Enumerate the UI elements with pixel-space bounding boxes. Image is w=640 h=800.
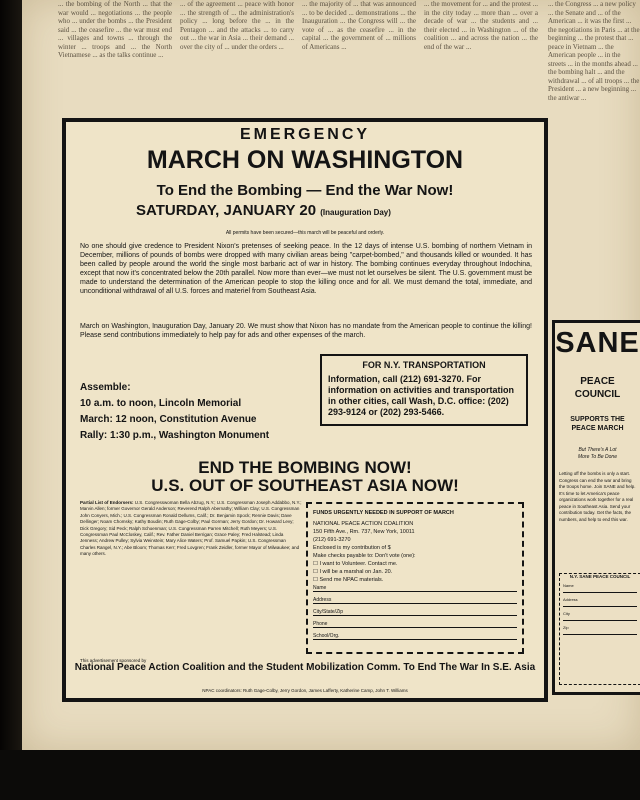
coupon-field-school: School/Org. — [313, 632, 517, 640]
schedule-line: March: 12 noon, Constitution Avenue — [80, 414, 257, 425]
ad-paragraph-2: March on Washington, Inauguration Day, January 20. We must show that Nixon has no mandate from the American people to continue the killing! Please send contributions immediately to help pay for ads and other expenses of the march. — [80, 323, 532, 339]
news-column-right: ... the Congress ... a new policy ... the Senate and ... of the American ... it was the first ... the negotiations in Paris ... at the beginning ... the protest that ... peace in Vietnam ... the American people ... in the streets ... in the months ahead ... the bombing halt ... and the withdrawal ... of all troops ... the President ... a new beginning ... the antiwar ... — [548, 0, 640, 102]
coupon-field-city: City/State/Zip — [313, 608, 517, 616]
coupon-address: 150 Fifth Ave., Rm. 737, New York, 10011 — [313, 529, 415, 535]
sane-title: SANE — [555, 327, 640, 359]
sane-coupon — [559, 573, 640, 685]
transportation-box — [320, 354, 528, 426]
march-advertisement — [62, 118, 548, 702]
sane-supports-line: SUPPORTS THE — [570, 416, 625, 423]
sane-tagline-line: More To Be Done — [577, 454, 617, 460]
coupon-field-phone: Phone — [313, 620, 517, 628]
schedule-line: Rally: 1:30 p.m., Washington Monument — [80, 430, 270, 441]
slogan-end-bombing: END THE BOMBING NOW! — [198, 458, 412, 477]
ad-paragraph-1: No one should give credence to President Nixon's pretenses of seeking peace. In the 12 days of intense U.S. bombing of northern Vietnam in December, millions of pounds of bombs were dropped with many civilian areas being "carpet-bombed," and thousands killed or wounded. It has been called by people around the world the single most barbaric act of war in history. The bombing continues everyday throughout Indochina, except that now it's concentrated below the 20th parallel. Now more than ever—we must not let ourselves be silent. The U.S. government must be made to understand the determination of the American people to stop the killing once and for all. We must demand the total, immediate, and unconditional withdrawal of all U.S. forces and materiel from Southeast Asia. — [80, 243, 532, 295]
coupon-title: FUNDS URGENTLY NEEDED IN SUPPORT OF MARCH — [313, 510, 454, 516]
coupon-phone: (212) 691-3270 — [313, 537, 351, 543]
coupon-option-text: I want to Volunteer. Contact me. — [319, 561, 398, 567]
sane-subtitle-line: PEACE — [580, 376, 615, 387]
transportation-info: Information, call (212) 691-3270. For information on activities and transportation in other cities, call Wash, D.C. office: (202) 293-9124 or (202) 293-5466. — [328, 374, 515, 417]
coupon-option-text: I will be a marshal on Jan. 20. — [319, 569, 393, 575]
sane-coupon-field: Address — [563, 597, 637, 607]
sane-advertisement — [552, 320, 640, 695]
schedule-line: Assemble: — [80, 382, 131, 393]
donation-coupon — [306, 502, 524, 654]
slogan-us-out: U.S. OUT OF SOUTHEAST ASIA NOW! — [151, 476, 459, 495]
sponsor-line: National Peace Action Coalition and the Student Mobilization Comm. To End The War In S.E. Asia — [74, 662, 536, 673]
sane-tagline — [555, 447, 640, 461]
coupon-field-name: Name — [313, 584, 517, 592]
sane-tagline-line: But There's A Lot — [578, 447, 617, 453]
march-date-text: SATURDAY, JANUARY 20 — [136, 202, 317, 219]
binding-gutter — [0, 0, 22, 800]
sane-supports-line: PEACE MARCH — [571, 425, 624, 432]
endorsers-list — [80, 500, 302, 558]
coupon-option: ☐ I want to Volunteer. Contact me. — [313, 561, 398, 567]
sane-body: Letting off the bombs is only a start. Congress can end the war and bring the troops home. Join SANE and help. It's time to let America's peace organizations work together for a real peace in Southeast Asia. Send your contribution today. Get the facts, the numbers, and help to end this war. — [559, 471, 636, 522]
news-columns — [58, 0, 538, 112]
sane-subtitle-line: COUNCIL — [574, 389, 621, 400]
coupon-option: ☐ I will be a marshal on Jan. 20. — [313, 569, 393, 575]
march-schedule — [80, 380, 269, 444]
transportation-title: FOR N.Y. TRANSPORTATION — [362, 360, 486, 370]
permit-note: All permits have been secured—this march will be peaceful and orderly. — [225, 230, 385, 236]
endorsers-header: Partial List of Endorsers: — [80, 500, 134, 505]
sane-supports — [555, 415, 640, 433]
sane-coupon-field: City — [563, 611, 637, 621]
march-date-note: (Inauguration Day) — [320, 208, 391, 217]
ad-headline: MARCH ON WASHINGTON — [146, 146, 464, 174]
march-date — [136, 202, 391, 219]
coupon-org: NATIONAL PEACE ACTION COALITION — [313, 521, 414, 527]
news-column: ... of the agreement ... peace with honor ... the strength of ... the administration's policy ... long before the ... in the Pentagon ... and the attacks ... to carry out ... the war in Asia ... their demand ... over the city of ... under the orders ... — [180, 0, 294, 51]
news-column: ... the bombing of the North ... that the war would ... negotiations ... the people who ... under the bombs ... the President said ... the ceasefire ... the war must end ... villages and towns ... through the winter ... troops and ... the North Vietnamese ... as the talks continue ... — [58, 0, 172, 59]
coupon-field-address: Address — [313, 596, 517, 604]
schedule-line: 10 a.m. to noon, Lincoln Memorial — [80, 398, 242, 409]
ad-subhead: To End the Bombing — End the War Now! — [156, 182, 454, 199]
coupon-option: ☐ Send me NPAC materials. — [313, 577, 384, 583]
ad-statement: This advertisement sponsored by — [80, 658, 147, 663]
sane-coupon-head: N.Y. SANE PEACE COUNCIL — [569, 574, 631, 579]
endorsers-text: U.S. Congresswoman Bella Abzug, N.Y.; U.S. Congressman Joseph Addabbo, N.Y.; Marvin Allen; former Governor Gerald Anderson; Reverend Ralph Abernathy; William Clay; U.S. Congressman John Conyers, Mich.; U.S. Congressman Ronald Dellums, Calif.; Dr. Benjamin Spock; Rennie Davis; Dave Dellinger; Noam Chomsky; Kathy Boudin; Ruth Gage-Colby; Paul Gorman; Jerry Gordon; Dr. Howard Levy; Dick Gregory; Sid Peck; Ralph Schoenman; U.S. Congressman Parren Mitchell; Ruth Meyers; U.S. Congressman Paul McCloskey, Calif.; Rev. Father Daniel Berrigan; Grace Paley; Fred Halstead; Linda Jenness; Andrew Pulley; Sylvia Weinstein; Mary Alice Waters; Prof. Samuel Papkin; U.S. Congressman Charles Rangel, N.Y.; Abe Bloom; Thomas Kerr; Fred Lovgren; Frank Zeidler, former Mayor of Milwaukee; and many others. — [80, 500, 302, 557]
news-column: ... the majority of ... that was announced ... to be decided ... demonstrations ... the Inauguration ... the Congress will ... the vote of ... as the ceasefire ... in the capital ... the government of ... millions of Americans ... — [302, 0, 416, 51]
sane-subtitle — [555, 375, 640, 401]
news-column: ... the movement for ... and the protest ... in the city today ... more than ... over a decade of war ... the students and ... their elected ... in Washington ... of the coalition ... and across the nation ... the end of the war ... — [424, 0, 538, 51]
coordinators-line: NPAC coordinators: Ruth Gage-Colby, Jerry Gordon, James Lafferty, Katherine Camp, John T. Williams — [202, 688, 408, 693]
sane-coupon-field: Name — [563, 583, 637, 593]
coupon-option-text: Send me NPAC materials. — [319, 577, 384, 583]
sane-coupon-field: Zip — [563, 625, 637, 635]
background-shadow — [0, 750, 640, 800]
coupon-checks: Make checks payable to: Don't vote (one): — [313, 553, 416, 559]
emergency-label: EMERGENCY — [239, 126, 371, 143]
coupon-enclosed: Enclosed is my contribution of $ — [313, 545, 391, 551]
